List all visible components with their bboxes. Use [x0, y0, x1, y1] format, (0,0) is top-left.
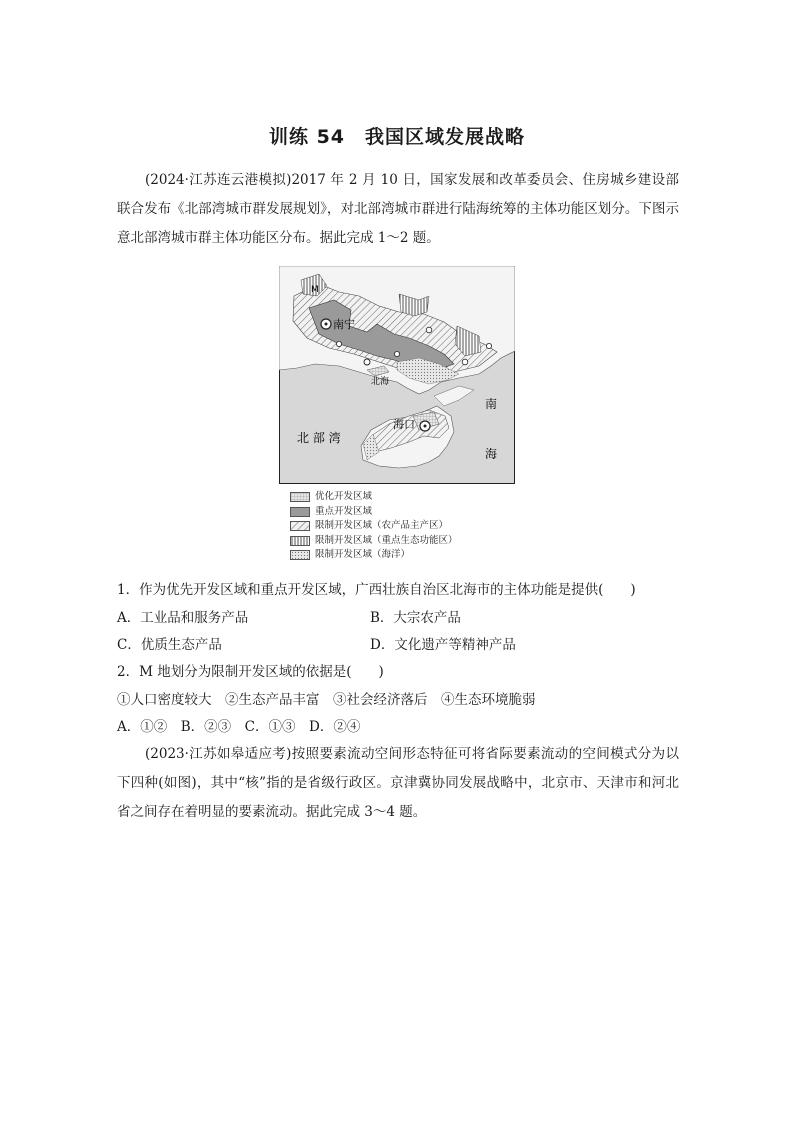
- q1-option-c: C．优质生态产品: [117, 637, 222, 653]
- city-marker: [486, 343, 491, 348]
- label-haikou: 海口: [393, 418, 415, 431]
- legend-label: 优化开发区域: [315, 491, 373, 502]
- label-beibuwan: 北 部 湾: [297, 431, 341, 445]
- city-marker: [394, 351, 399, 356]
- legend-item: [290, 534, 458, 549]
- label-nanning: 南宁: [333, 318, 355, 331]
- intro-paragraph-2: [117, 740, 679, 827]
- label-hai: 海: [485, 447, 498, 461]
- legend-item: [290, 505, 458, 520]
- q1-option-d: D．文化遗产等精神产品: [370, 637, 516, 653]
- legend-swatch-vertical: [290, 536, 310, 546]
- question-1-stem: 1．作为优先开发区域和重点开发区域，广西壮族自治区北海市的主体功能是提供( ): [117, 582, 636, 598]
- city-marker: [336, 341, 341, 346]
- legend-label: 限制开发区域（农产品主产区）: [315, 520, 449, 531]
- q1-option-a: A．工业品和服务产品: [117, 610, 249, 626]
- q1-option-b: B．大宗农产品: [370, 610, 461, 626]
- intro-paragraph-1: [117, 166, 679, 253]
- legend-label: 限制开发区域（海洋）: [315, 549, 411, 560]
- intro-2-text: (2023·江苏如皋适应考)按照要素流动空间形态特征可将省际要素流动的空间模式分为以下四种(如图)，其中“核”指的是省级行政区。京津冀协同发展战略中，北京市、天津市和河北省之间存在着明显的要素流动。据此完成 3～4 题。: [117, 746, 679, 820]
- question-2-options: A．①② B．②③ C．①③ D．②④: [117, 719, 361, 735]
- city-marker: [426, 327, 432, 333]
- beihai-marker: [364, 359, 370, 365]
- legend-swatch-grid: [290, 492, 310, 502]
- label-nan: 南: [485, 397, 498, 411]
- legend-item: [290, 490, 458, 505]
- legend-swatch-solid: [290, 507, 310, 517]
- page-title: 训练 54 我国区域发展战略: [268, 126, 526, 148]
- beibu-gulf-map: [279, 266, 515, 484]
- label-beihai: 北海: [371, 377, 390, 387]
- map-legend: [290, 490, 458, 563]
- question-2-items: ①人口密度较大 ②生态产品丰富 ③社会经济落后 ④生态环境脆弱: [117, 692, 536, 708]
- legend-item: [290, 548, 458, 563]
- legend-label: 限制开发区域（重点生态功能区）: [315, 534, 458, 546]
- map-figure: [279, 266, 515, 484]
- question-2-stem: 2．M 地划分为限制开发区域的依据是( ): [117, 664, 384, 680]
- label-m: M: [311, 285, 319, 295]
- intro-1-text: (2024·江苏连云港模拟)2017 年 2 月 10 日，国家发展和改革委员会、住房城乡建设部联合发布《北部湾城市群发展规划》，对北部湾城市群进行陆海统筹的主体功能区划分。下图示意北部湾城市群主体功能区分布。据此完成 1～2 题。: [117, 172, 679, 246]
- city-marker: [462, 359, 468, 365]
- legend-label: 重点开发区域: [315, 505, 373, 517]
- legend-swatch-diagonal: [290, 521, 310, 531]
- legend-item: [290, 519, 458, 534]
- legend-swatch-dots: [290, 550, 310, 560]
